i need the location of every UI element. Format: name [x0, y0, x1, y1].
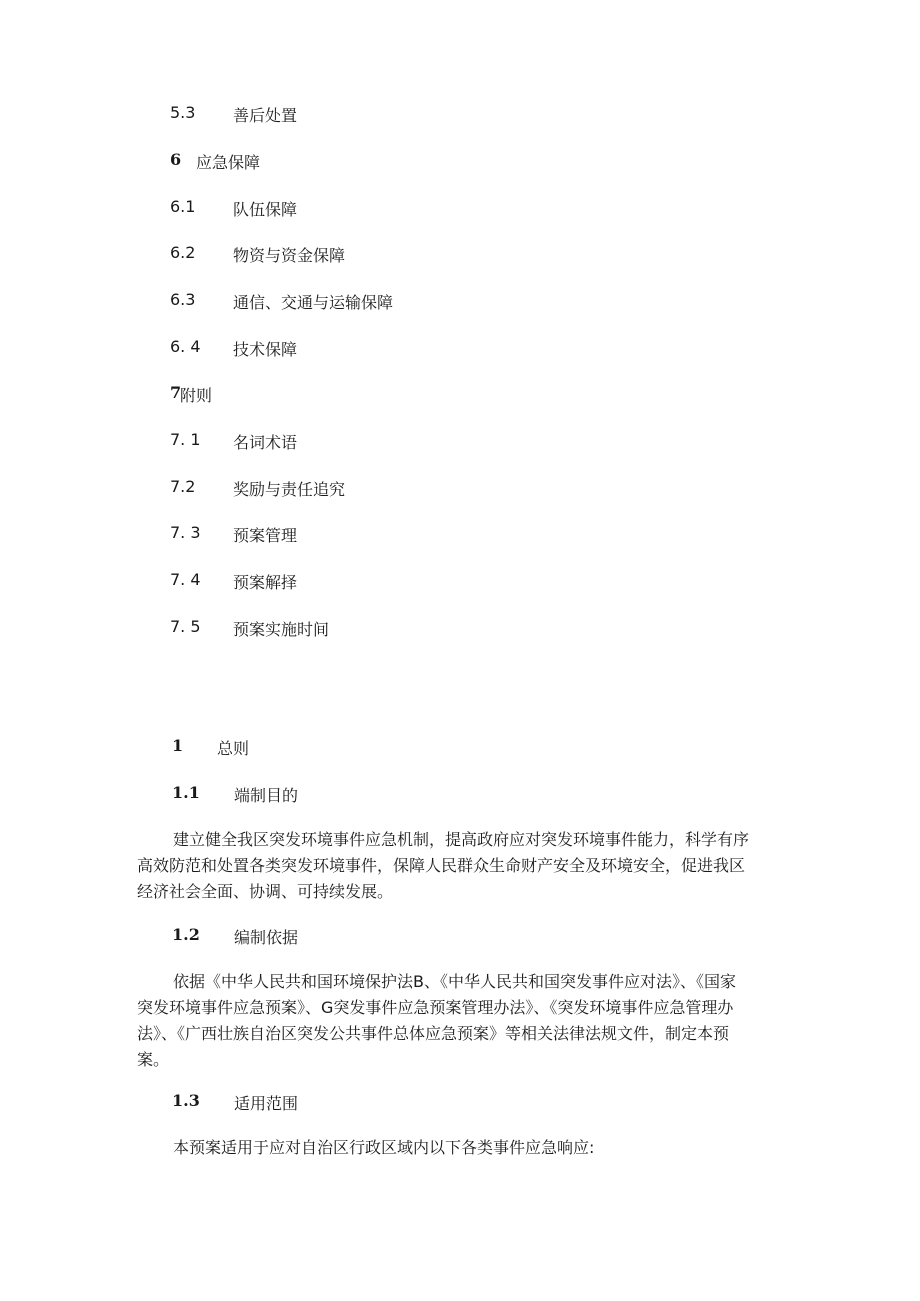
section-title: 编制依据 — [234, 928, 299, 947]
toc-title: 奖励与责任追究 — [233, 480, 346, 499]
toc-title: 物资与资金保障 — [233, 246, 346, 265]
paragraph-line: 建立健全我区突发环境事件应急机制，提高政府应对突发环境事件能力，科学有序 — [173, 830, 750, 849]
toc-title: 技术保障 — [233, 340, 298, 359]
toc-number: 7 — [170, 383, 182, 402]
toc-number: 6.1 — [170, 197, 196, 216]
toc-number: 7. 3 — [170, 523, 201, 542]
toc-number: 7. 1 — [170, 430, 201, 449]
section-number: 1 — [172, 736, 184, 755]
paragraph-basis — [137, 969, 797, 1073]
toc-title: 预案解择 — [233, 573, 298, 592]
toc-title: 附则 — [180, 386, 213, 405]
paragraph-line: 本预案适用于应对自治区行政区域内以下各类事件应急响应: — [173, 1138, 595, 1157]
paragraph-line: 依据《中华人民共和国环境保护法B、《中华人民共和国突发事件应对法》、《国家 — [173, 972, 736, 991]
section-number: 1.1 — [172, 783, 200, 802]
paragraph-line: 突发环境事件应急预案》、G突发事件应急预案管理办法》、《突发环境事件应急管理办 — [137, 998, 734, 1017]
paragraph-line: 案。 — [137, 1050, 170, 1069]
toc-title: 应急保障 — [196, 153, 261, 172]
section-number: 1.3 — [172, 1091, 200, 1110]
section-title: 总则 — [217, 739, 250, 758]
toc-number: 6.2 — [170, 243, 196, 262]
paragraph-line: 高效防范和处置各类突发环境事件，保障人民群众生命财产安全及环境安全，促进我区 — [137, 856, 746, 875]
toc-number: 6.3 — [170, 290, 196, 309]
paragraph-scope — [137, 1135, 797, 1161]
toc-title: 预案管理 — [233, 526, 298, 545]
toc-number: 7. 4 — [170, 570, 201, 589]
toc-title: 队伍保障 — [233, 200, 298, 219]
paragraph-line: 经济社会全面、协调、可持续发展。 — [137, 882, 394, 901]
paragraph-purpose — [137, 827, 797, 905]
toc-title: 通信、交通与运输保障 — [233, 293, 394, 312]
toc-number: 7.2 — [170, 477, 196, 496]
toc-number: 6 — [170, 150, 182, 169]
section-title: 适用范围 — [234, 1094, 299, 1113]
toc-number: 5.3 — [170, 103, 196, 122]
section-title: 端制目的 — [234, 786, 299, 805]
toc-number: 6. 4 — [170, 337, 201, 356]
toc-number: 7. 5 — [170, 617, 201, 636]
paragraph-line: 法》、《广西壮族自治区突发公共事件总体应急预案》等相关法律法规文件，制定本预 — [137, 1024, 730, 1043]
toc-title: 名词术语 — [233, 433, 298, 452]
toc-title: 预案实施时间 — [233, 620, 330, 639]
section-number: 1.2 — [172, 925, 200, 944]
toc-title: 善后处置 — [233, 106, 298, 125]
